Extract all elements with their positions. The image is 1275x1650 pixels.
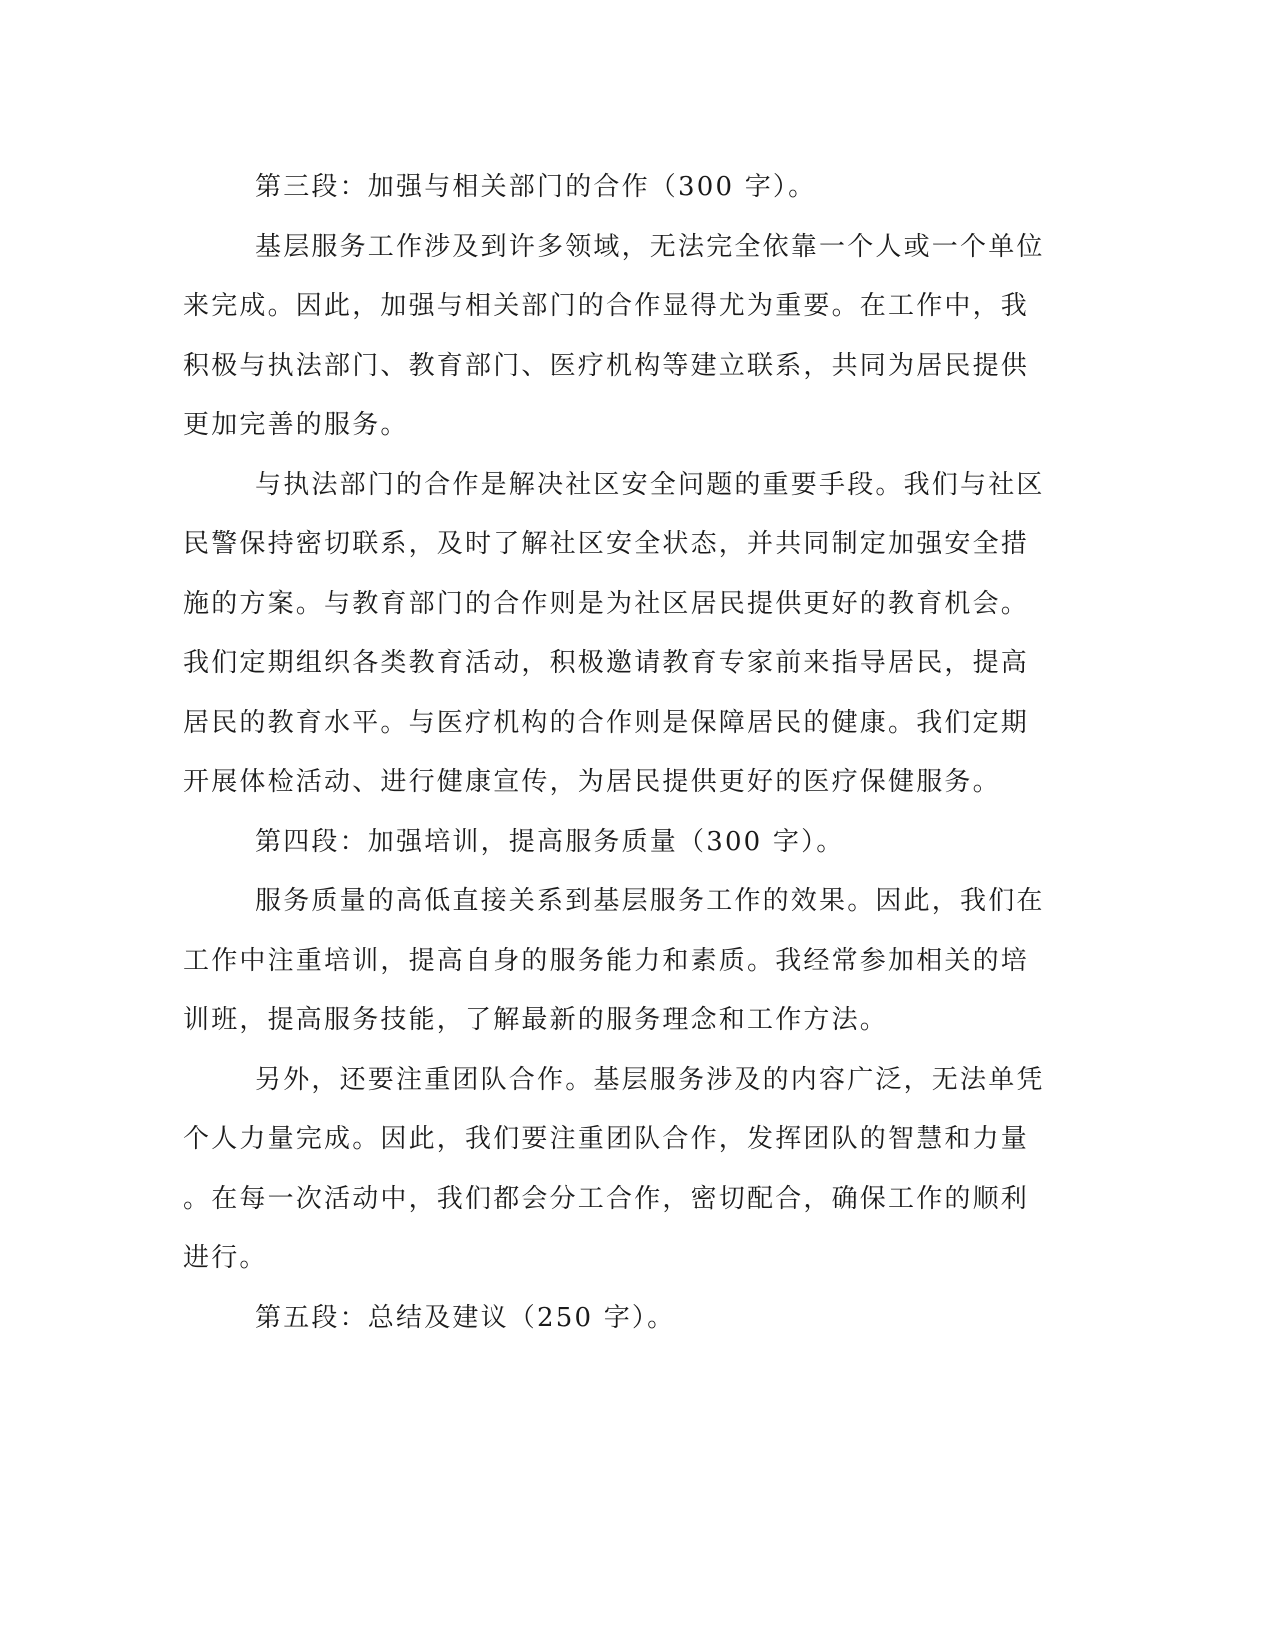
- paragraph-line: 工作中注重培训，提高自身的服务能力和素质。我经常参加相关的培: [183, 945, 1030, 976]
- paragraph-line: 来完成。因此，加强与相关部门的合作显得尤为重要。在工作中，我: [183, 291, 1030, 321]
- section-3-paragraph-2: [183, 456, 1043, 813]
- document-body: [183, 158, 1043, 1348]
- section-3-heading: [183, 158, 1043, 218]
- section-4-heading: [183, 813, 1043, 873]
- paragraph-line: 基层服务工作涉及到许多领域，无法完全依靠一个人或一个单位: [255, 231, 1045, 262]
- paragraph-line: 训班，提高服务技能，了解最新的服务理念和工作方法。: [183, 1005, 889, 1035]
- paragraph-line: 服务质量的高低直接关系到基层服务工作的效果。因此，我们在: [255, 886, 1045, 916]
- paragraph-line: 施的方案。与教育部门的合作则是为社区居民提供更好的教育机会。: [183, 588, 1030, 619]
- section-4-paragraph-2: [183, 1051, 1043, 1289]
- paragraph-line: 居民的教育水平。与医疗机构的合作则是保障居民的健康。我们定期: [183, 707, 1030, 738]
- paragraph-line: 另外，还要注重团队合作。基层服务涉及的内容广泛，无法单凭: [255, 1064, 1045, 1095]
- section-4-paragraph-1: [183, 872, 1043, 1051]
- paragraph-line: 积极与执法部门、教育部门、医疗机构等建立联系，共同为居民提供: [183, 350, 1030, 381]
- section-5-heading: [183, 1289, 1043, 1349]
- heading-text: 第四段：加强培训，提高服务质量（300 字）。: [255, 826, 845, 857]
- paragraph-line: 开展体检活动、进行健康宣传，为居民提供更好的医疗保健服务。: [183, 767, 1001, 797]
- paragraph-line: 与执法部门的合作是解决社区安全问题的重要手段。我们与社区: [255, 469, 1045, 500]
- heading-text: 第三段：加强与相关部门的合作（300 字）。: [255, 172, 817, 202]
- paragraph-line: 进行。: [183, 1243, 268, 1273]
- heading-text: 第五段：总结及建议（250 字）。: [255, 1302, 676, 1333]
- section-3-paragraph-1: [183, 218, 1043, 456]
- paragraph-line: 。在每一次活动中，我们都会分工合作，密切配合，确保工作的顺利: [183, 1183, 1030, 1214]
- paragraph-line: 我们定期组织各类教育活动，积极邀请教育专家前来指导居民，提高: [183, 648, 1030, 678]
- paragraph-line: 民警保持密切联系，及时了解社区安全状态，并共同制定加强安全措: [183, 529, 1030, 559]
- paragraph-line: 更加完善的服务。: [183, 410, 409, 440]
- paragraph-line: 个人力量完成。因此，我们要注重团队合作，发挥团队的智慧和力量: [183, 1124, 1030, 1154]
